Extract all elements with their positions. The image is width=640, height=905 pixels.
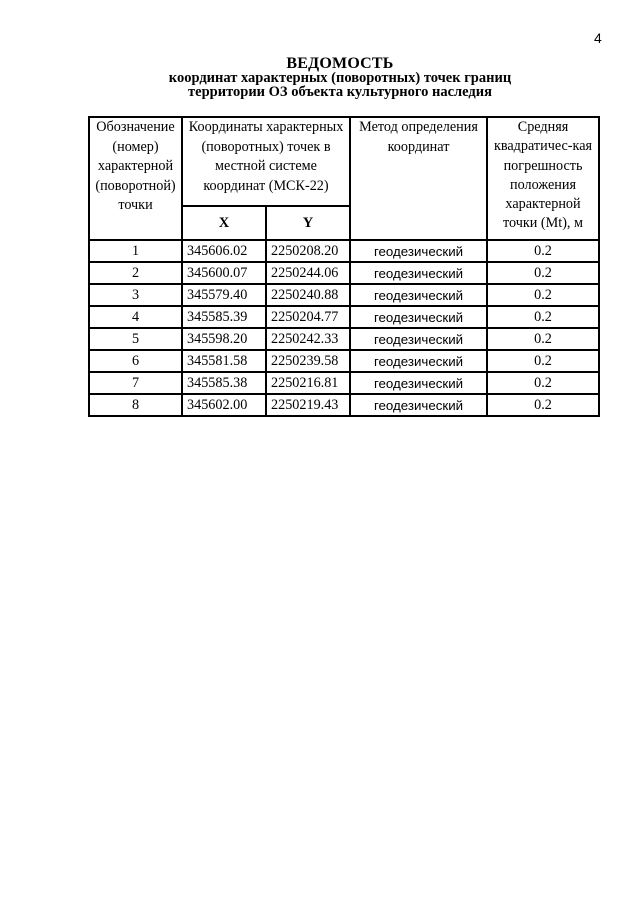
accuracy-cell: 0.2 bbox=[487, 328, 599, 350]
y-coordinate-cell: 2250239.58 bbox=[266, 350, 350, 372]
page-number: 4 bbox=[594, 30, 602, 46]
point-number-cell: 1 bbox=[89, 240, 182, 262]
y-coordinate-cell: 2250216.81 bbox=[266, 372, 350, 394]
y-coordinate-cell: 2250204.77 bbox=[266, 306, 350, 328]
x-coordinate-cell: 345585.38 bbox=[182, 372, 266, 394]
accuracy-cell: 0.2 bbox=[487, 262, 599, 284]
table-row bbox=[89, 262, 599, 284]
table-row bbox=[89, 372, 599, 394]
point-number-cell: 7 bbox=[89, 372, 182, 394]
table-row bbox=[89, 240, 599, 262]
point-number-cell: 6 bbox=[89, 350, 182, 372]
method-cell: геодезический bbox=[350, 306, 487, 328]
table-row bbox=[89, 284, 599, 306]
document-title-block bbox=[0, 57, 640, 99]
point-number-cell: 5 bbox=[89, 328, 182, 350]
header-y: Y bbox=[266, 206, 350, 240]
y-coordinate-cell: 2250242.33 bbox=[266, 328, 350, 350]
table-row bbox=[89, 328, 599, 350]
method-cell: геодезический bbox=[350, 328, 487, 350]
header-accuracy: Средняя квадратичес-кая погрешность положения характерной точки (Mt), м bbox=[487, 117, 599, 240]
table-row bbox=[89, 394, 599, 416]
header-method: Метод определения координат bbox=[350, 117, 487, 240]
x-coordinate-cell: 345585.39 bbox=[182, 306, 266, 328]
method-cell: геодезический bbox=[350, 284, 487, 306]
coordinates-table bbox=[88, 116, 600, 417]
y-coordinate-cell: 2250240.88 bbox=[266, 284, 350, 306]
point-number-cell: 8 bbox=[89, 394, 182, 416]
document-title: ВЕДОМОСТЬ bbox=[286, 55, 394, 72]
x-coordinate-cell: 345581.58 bbox=[182, 350, 266, 372]
accuracy-cell: 0.2 bbox=[487, 284, 599, 306]
method-cell: геодезический bbox=[350, 240, 487, 262]
method-cell: геодезический bbox=[350, 262, 487, 284]
accuracy-cell: 0.2 bbox=[487, 372, 599, 394]
x-coordinate-cell: 345602.00 bbox=[182, 394, 266, 416]
document-subtitle-line-1: координат характерных (поворотных) точек границ bbox=[168, 70, 512, 86]
accuracy-cell: 0.2 bbox=[487, 394, 599, 416]
document-subtitle-line-2: территории ОЗ объекта культурного наследия bbox=[188, 84, 492, 100]
x-coordinate-cell: 345606.02 bbox=[182, 240, 266, 262]
method-cell: геодезический bbox=[350, 350, 487, 372]
x-coordinate-cell: 345598.20 bbox=[182, 328, 266, 350]
table-header-row bbox=[89, 117, 599, 206]
method-cell: геодезический bbox=[350, 372, 487, 394]
table-row bbox=[89, 350, 599, 372]
point-number-cell: 4 bbox=[89, 306, 182, 328]
x-coordinate-cell: 345579.40 bbox=[182, 284, 266, 306]
point-number-cell: 2 bbox=[89, 262, 182, 284]
header-x: X bbox=[182, 206, 266, 240]
method-cell: геодезический bbox=[350, 394, 487, 416]
table-row bbox=[89, 306, 599, 328]
y-coordinate-cell: 2250219.43 bbox=[266, 394, 350, 416]
header-coordinates: Координаты характерных (поворотных) точек в местной системе координат (МСК-22) bbox=[182, 117, 350, 206]
point-number-cell: 3 bbox=[89, 284, 182, 306]
accuracy-cell: 0.2 bbox=[487, 350, 599, 372]
x-coordinate-cell: 345600.07 bbox=[182, 262, 266, 284]
accuracy-cell: 0.2 bbox=[487, 306, 599, 328]
y-coordinate-cell: 2250208.20 bbox=[266, 240, 350, 262]
accuracy-cell: 0.2 bbox=[487, 240, 599, 262]
header-point-designation: Обозначение (номер) характерной (поворотной) точки bbox=[89, 117, 182, 240]
y-coordinate-cell: 2250244.06 bbox=[266, 262, 350, 284]
